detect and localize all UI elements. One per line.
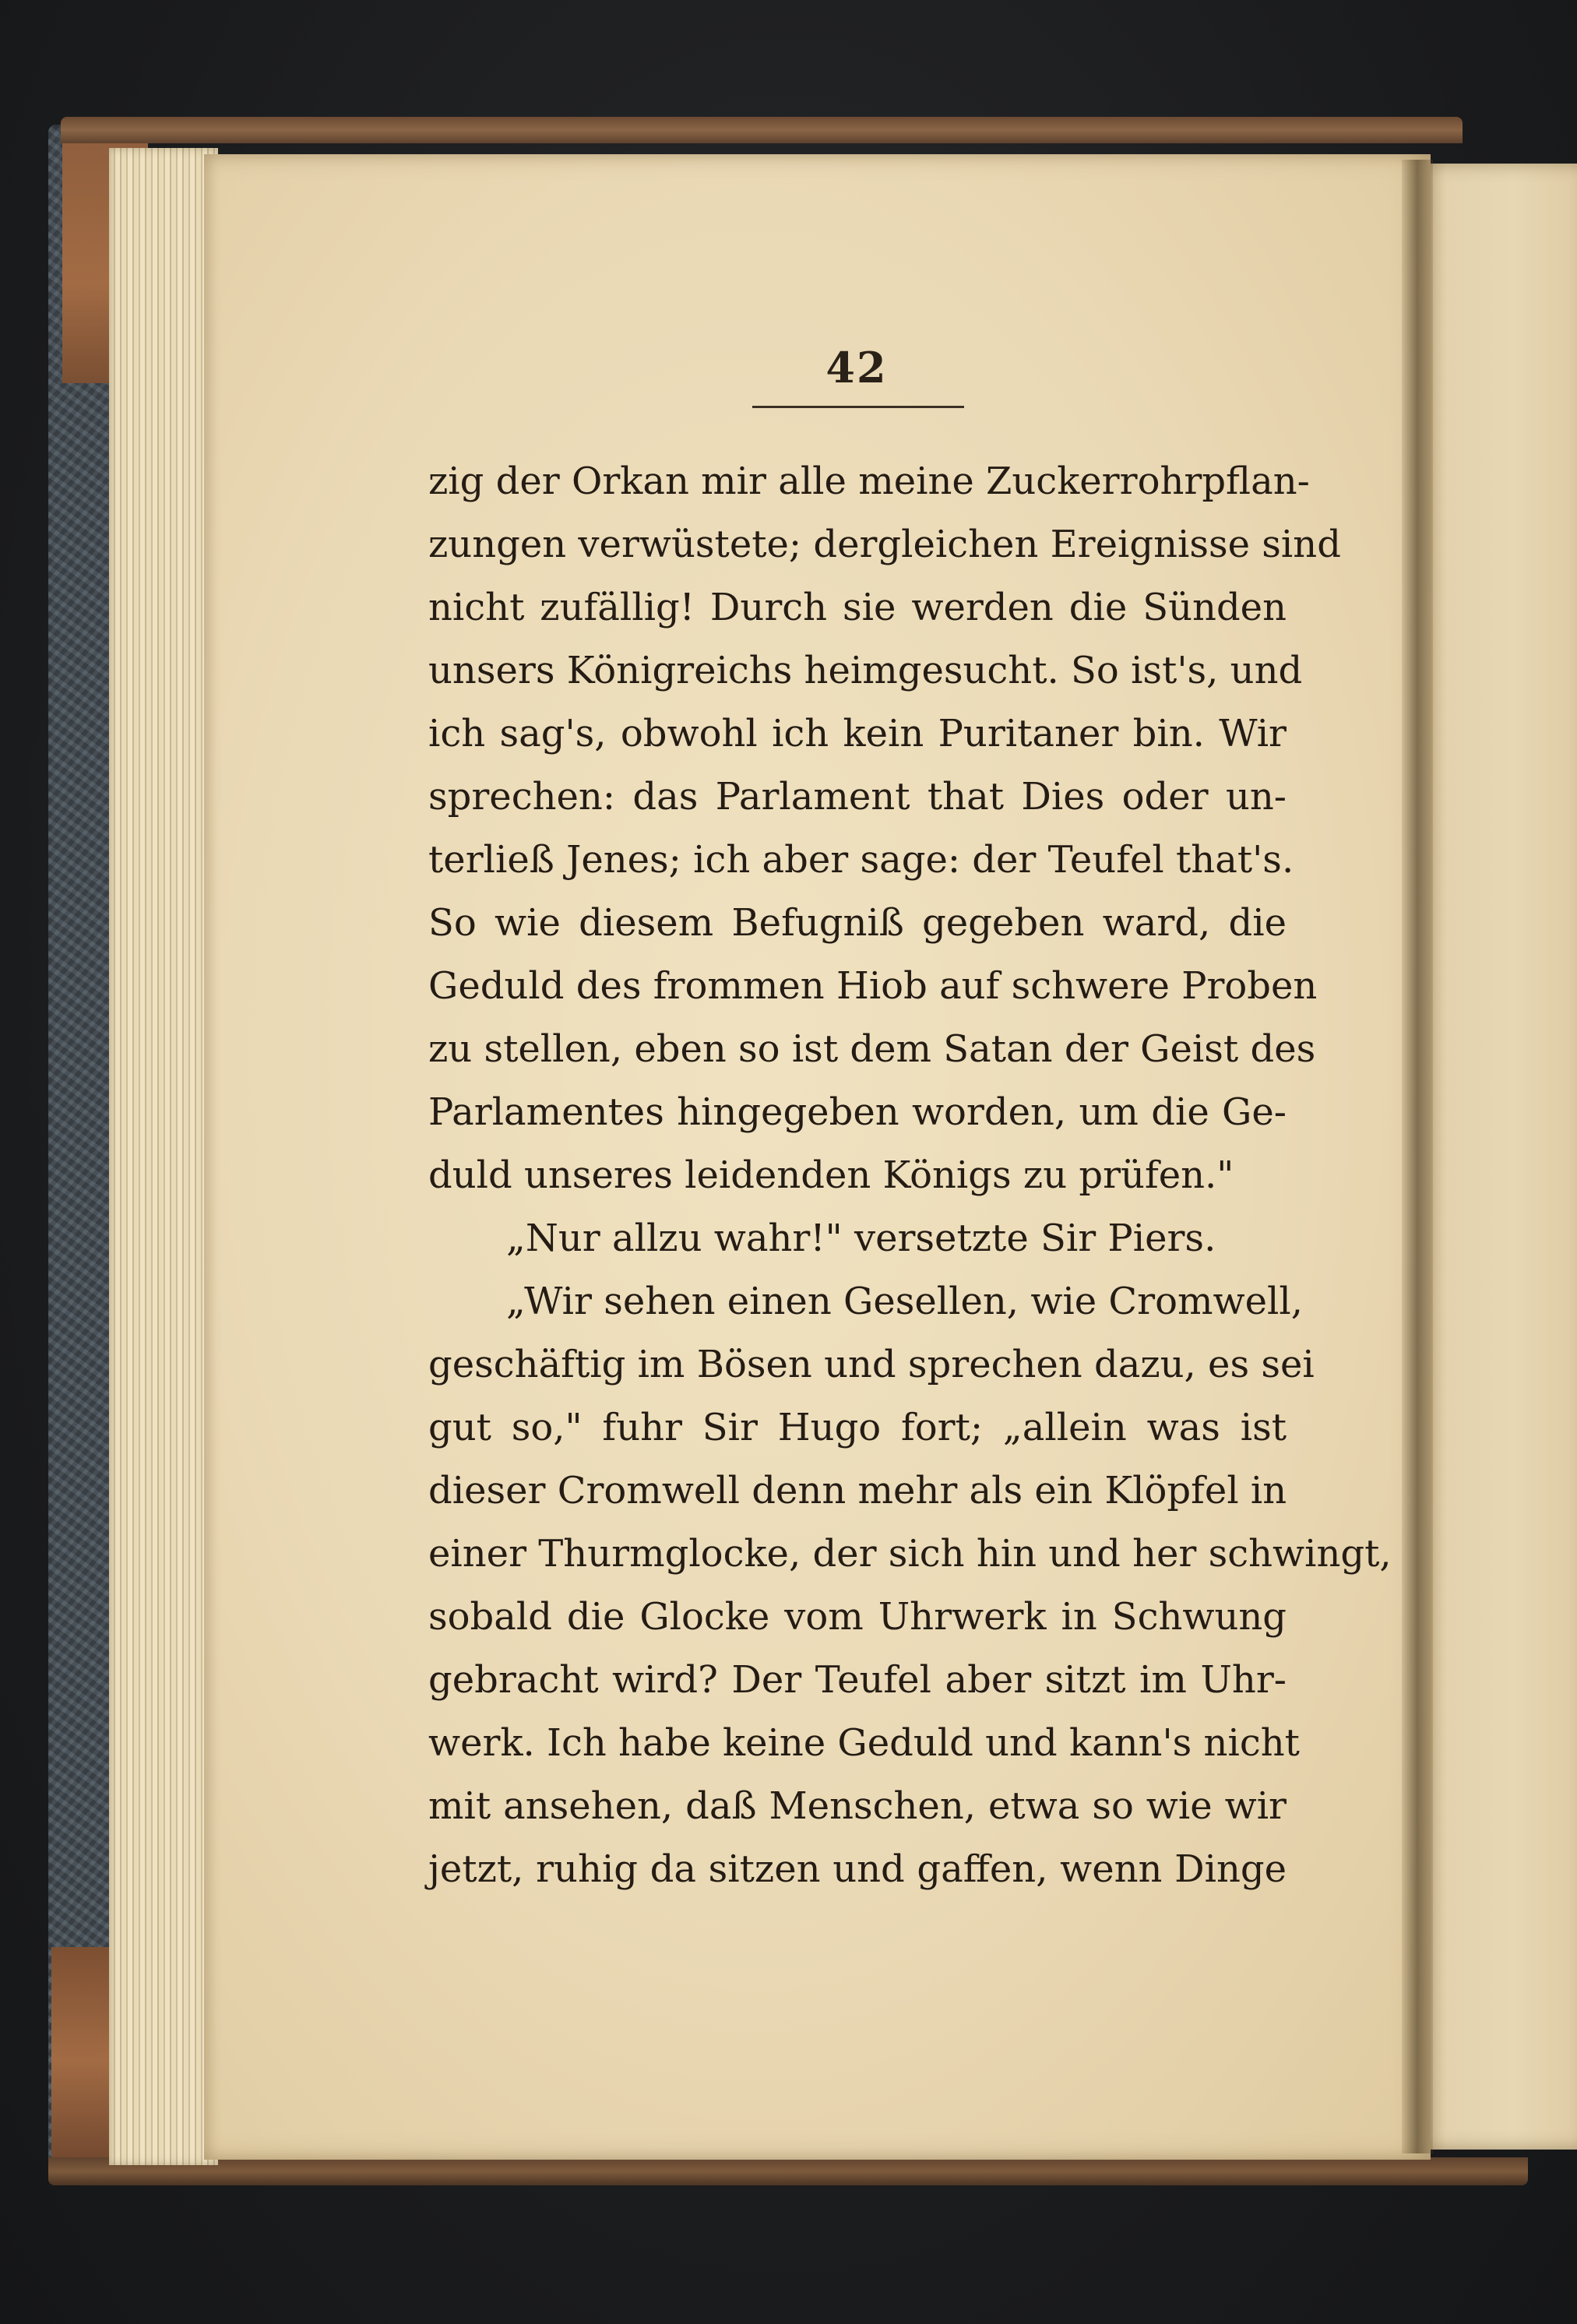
text-line: „Nur allzu wahr!" versetzte Sir Piers. <box>506 1217 1216 1260</box>
text-line: So wie diesem Befugniß gegeben ward, die <box>428 901 1287 945</box>
text-line: nicht zufällig! Durch sie werden die Sünden <box>428 586 1287 629</box>
text-line: zu stellen, eben so ist dem Satan der Geist des <box>428 1027 1316 1071</box>
facing-page <box>1417 164 1577 2150</box>
text-line: gebracht wird? Der Teufel aber sitzt im Uhr- <box>428 1658 1287 1702</box>
text-line: Geduld des frommen Hiob auf schwere Proben <box>428 964 1318 1008</box>
text-line: zungen verwüstete; dergleichen Ereignisse sind <box>428 523 1341 566</box>
book-gutter <box>1402 160 1433 2153</box>
cover-edge-top <box>61 117 1463 143</box>
text-line: gut so," fuhr Sir Hugo fort; „allein was ist <box>428 1406 1287 1449</box>
text-line: sprechen: das Parlament that Dies oder un- <box>428 775 1287 819</box>
text-line: dieser Cromwell denn mehr als ein Klöpfel in <box>428 1469 1287 1512</box>
page-number: 42 <box>825 343 888 393</box>
text-line: zig der Orkan mir alle meine Zuckerrohrpflan- <box>428 460 1310 503</box>
text-line: mit ansehen, daß Menschen, etwa so wie wir <box>428 1784 1287 1828</box>
body-text <box>428 450 1392 1901</box>
page-edges <box>109 148 218 2165</box>
text-line: Parlamentes hingegeben worden, um die Ge- <box>428 1090 1287 1134</box>
text-line: jetzt, ruhig da sitzen und gaffen, wenn Dinge <box>428 1847 1287 1891</box>
text-line: ich sag's, obwohl ich kein Puritaner bin. Wir <box>428 712 1287 755</box>
header-rule <box>752 406 964 408</box>
text-line: unsers Königreichs heimgesucht. So ist's, und <box>428 649 1303 692</box>
text-line: terließ Jenes; ich aber sage: der Teufel that's. <box>428 838 1294 882</box>
text-line: sobald die Glocke vom Uhrwerk in Schwung <box>428 1595 1287 1639</box>
text-line: duld unseres leidenden Königs zu prüfen." <box>428 1153 1234 1197</box>
text-line: „Wir sehen einen Gesellen, wie Cromwell, <box>506 1280 1303 1323</box>
cover-edge-bottom <box>48 2157 1528 2185</box>
text-line: geschäftig im Bösen und sprechen dazu, es sei <box>428 1343 1315 1386</box>
text-line: einer Thurmglocke, der sich hin und her schwingt, <box>428 1532 1392 1576</box>
text-line: werk. Ich habe keine Geduld und kann's nicht <box>428 1721 1300 1765</box>
